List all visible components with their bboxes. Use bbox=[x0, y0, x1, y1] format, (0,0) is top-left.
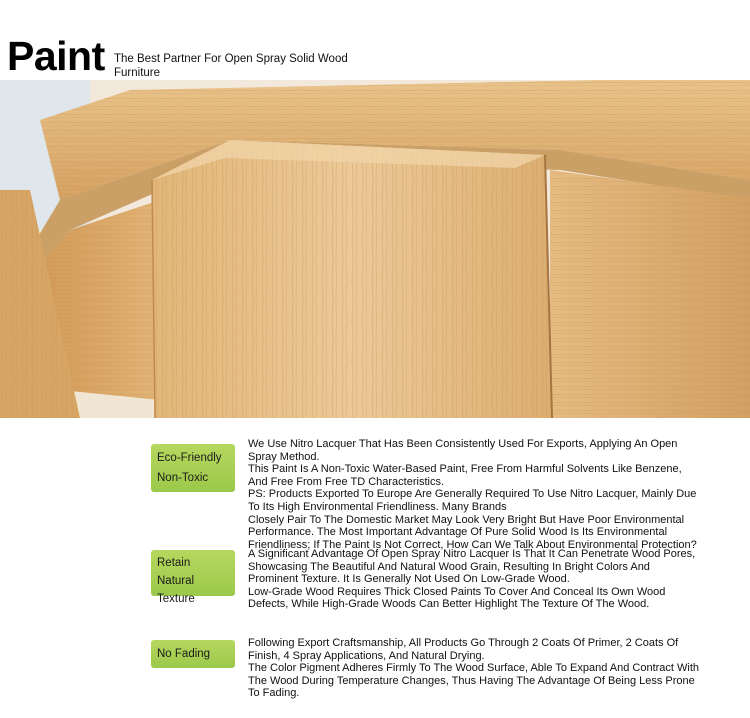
feature-paragraph: The Color Pigment Adheres Firmly To The Wood Surface, Able To Expand And Contract With The Wood During Temperature Changes, Thus Having The Advantage Of Being Less Prone To Fading. bbox=[248, 662, 700, 700]
page-title: Paint bbox=[7, 33, 105, 79]
wood-furniture-photo bbox=[0, 80, 750, 418]
feature-text-no-fading bbox=[248, 637, 703, 700]
feature-paragraph: Following Export Craftsmanship, All Products Go Through 2 Coats Of Primer, 2 Coats Of Finish, 4 Spray Applications, And Natural Drying. bbox=[248, 637, 679, 662]
feature-paragraph: A Significant Advantage Of Open Spray Nitro Lacquer Is That It Can Penetrate Wood Pores, Showcasing The Beautiful And Natural Wood Grain, Resulting In Bright Colors And Prominent Texture. It Is Generally Not Used On Low-Grade Wood. bbox=[248, 548, 696, 586]
feature-text-retain-texture bbox=[248, 548, 703, 611]
feature-paragraph: We Use Nitro Lacquer That Has Been Consistently Used For Exports, Applying An Open Spray Method. bbox=[248, 438, 678, 463]
feature-text-eco-friendly bbox=[248, 438, 703, 551]
feature-paragraph: Low-Grade Wood Requires Thick Closed Paints To Cover And Conceal Its Own Wood Defects, While High-Grade Woods Can Better Highlight The Texture Of The Wood. bbox=[248, 585, 666, 611]
features-section bbox=[0, 418, 750, 718]
header bbox=[0, 0, 750, 82]
feature-badge-no-fading: No Fading bbox=[151, 640, 235, 668]
feature-badge-eco-friendly: Eco-Friendly Non-Toxic bbox=[151, 444, 235, 492]
wood-table-illustration bbox=[0, 80, 750, 418]
page-subtitle: The Best Partner For Open Spray Solid Wood Furniture bbox=[114, 53, 348, 79]
feature-paragraph: This Paint Is A Non-Toxic Water-Based Paint, Free From Harmful Solvents Like Benzene, And Free From Free TD Characteristics. bbox=[248, 463, 682, 488]
feature-badge-retain-texture: Retain Natural Texture bbox=[151, 550, 235, 596]
feature-paragraph: PS: Products Exported To Europe Are Generally Required To Use Nitro Lacquer, Mainly Due To Its High Environmental Friendliness. Many Brands bbox=[248, 488, 697, 513]
feature-paragraph: Closely Pair To The Domestic Market May Look Very Bright But Have Poor Environmental Performance. The Most Important Advantage Of Pure Solid Wood Is Its Environmental Friendliness; If The Paint Is Not Correct, How Can We Talk About Environmental Protection? bbox=[248, 513, 697, 551]
